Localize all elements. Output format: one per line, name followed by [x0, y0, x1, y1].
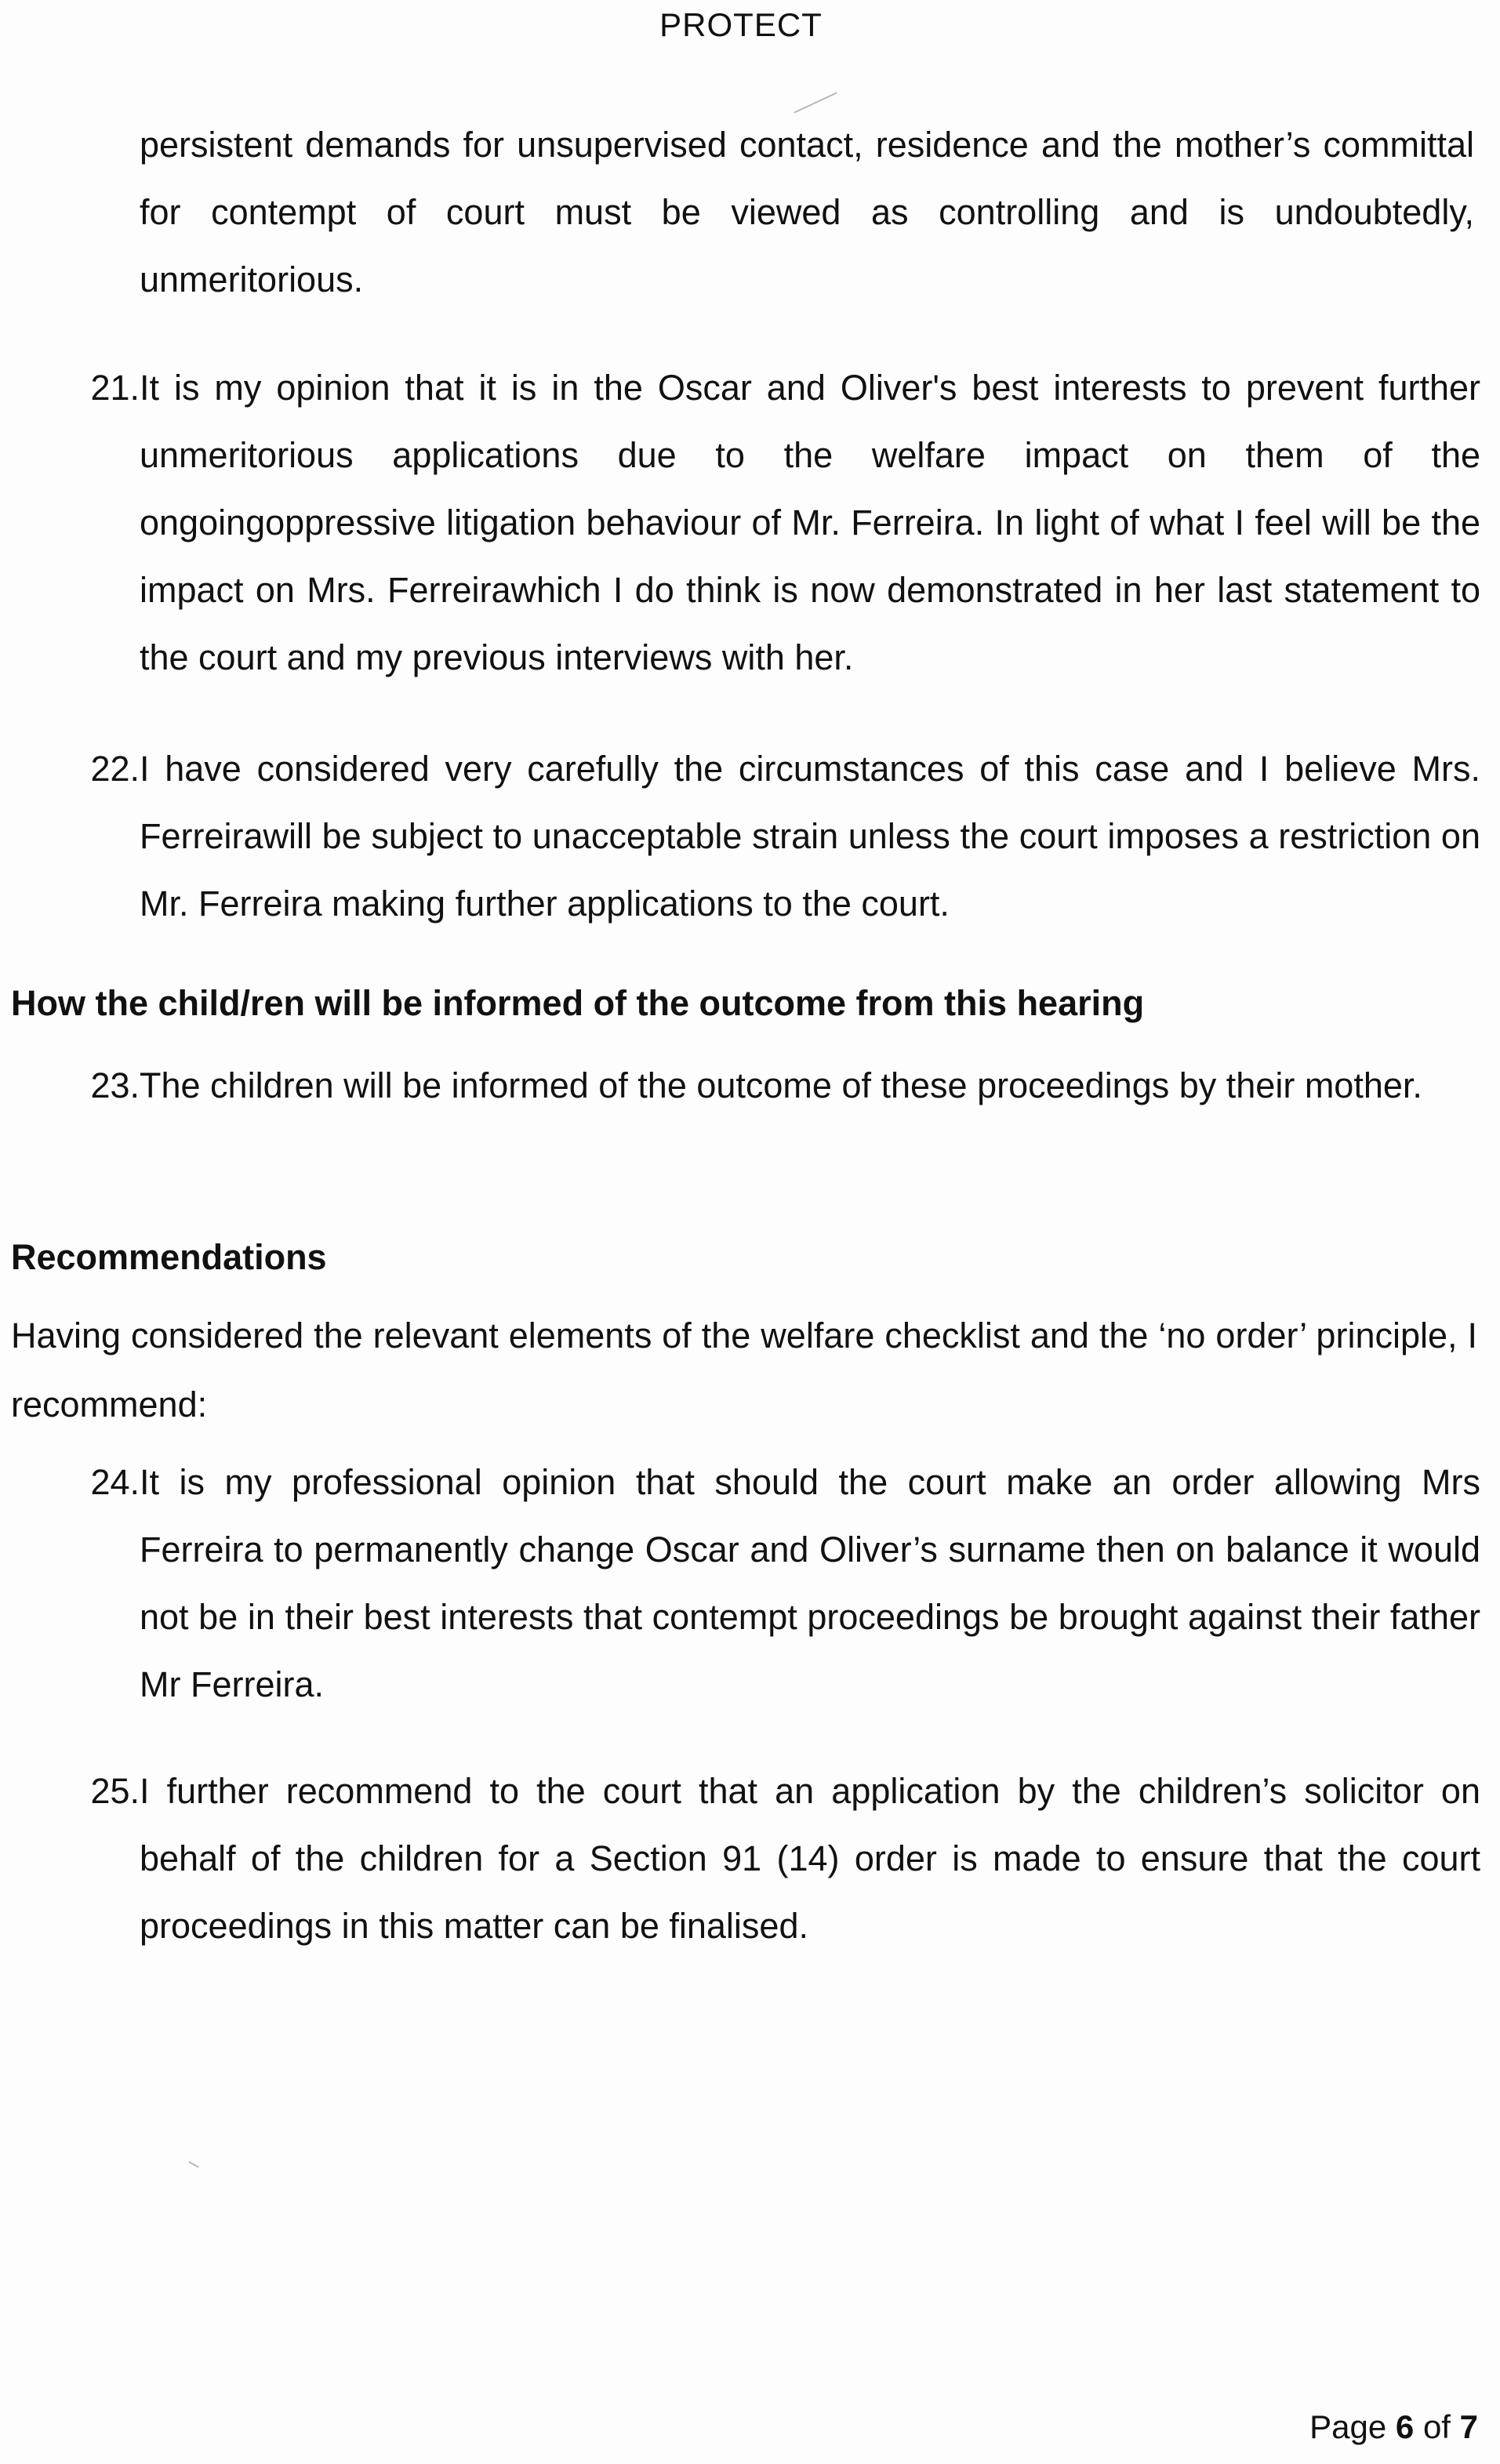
scan-mark [188, 2161, 198, 2168]
paragraph-text: It is my opinion that it is in the Oscar and Oliver's best interests to prevent further unmeritorious applications due to the welfare impact on them of the ongoingoppressive litigation behaviour of Mr. Ferreira. In light of what I feel will be the impact on Mrs. Ferreirawhich I do think is now demonstrated in her last statement to the court and my previous interviews with her. [140, 368, 1480, 677]
paragraph-text: I have considered very carefully the circumstances of this case and I believe Mrs. Ferreirawill be subject to unacceptable strain unless the court imposes a restriction on Mr. Ferreira making further applications to the court. [140, 749, 1480, 924]
page-number [1309, 2408, 1478, 2446]
protective-marking: PROTECT [659, 6, 823, 43]
page-current: 6 [1395, 2408, 1415, 2445]
scan-mark [794, 92, 837, 113]
page-of: of [1422, 2408, 1451, 2445]
paragraph-text: I further recommend to the court that an application by the children’s solicitor on behalf of the children for a Section 91 (14) order is made to ensure that the court proceedings in this matter can be finalised. [140, 1771, 1480, 1946]
paragraph-number: 21. [90, 368, 140, 408]
paragraph-number: 23. [90, 1065, 140, 1105]
paragraph-number: 25. [90, 1771, 140, 1811]
paragraph-number: 24. [90, 1462, 140, 1502]
page-word: Page [1309, 2408, 1387, 2445]
section-heading-recommendations: Recommendations [11, 1237, 327, 1277]
recommendations-intro: Having considered the relevant elements of the welfare checklist and the ‘no order’ principle, I recommend: [11, 1315, 1477, 1424]
paragraph-text: The children will be informed of the outcome of these proceedings by their mother. [140, 1065, 1422, 1105]
page-total: 7 [1459, 2408, 1478, 2445]
continuation-paragraph: persistent demands for unsupervised contact, residence and the mother’s committal for contempt of court must be viewed as controlling and is undoubtedly, unmeritorious. [140, 125, 1474, 299]
paragraph-number: 22. [90, 749, 140, 789]
section-heading-informed: How the child/ren will be informed of the outcome from this hearing [11, 983, 1145, 1023]
paragraph-text: It is my professional opinion that should the court make an order allowing Mrs Ferreira to permanently change Oscar and Oliver’s surname then on balance it would not be in their best interests that contempt proceedings be brought against their father Mr Ferreira. [140, 1462, 1480, 1704]
